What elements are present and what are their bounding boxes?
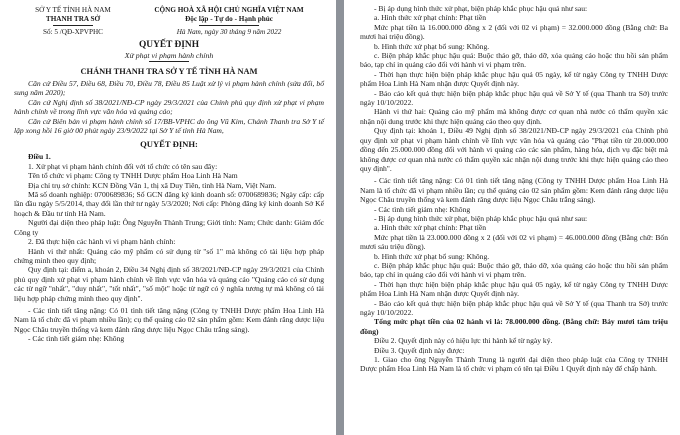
national-motto [134,6,324,37]
authority-parent: SỞ Y TẾ TỈNH HÀ NAM [35,6,111,14]
paragraph: Người đại diện theo pháp luật: Ông Nguyễn Thành Trung; Giới tính: Nam; Chức danh: Giám đốc Công ty [14,218,324,237]
paragraph: 2. Đã thực hiện các hành vi vi phạm hành chính: [28,237,176,247]
motto: Độc lập - Tự do - Hạnh phúc [185,15,273,23]
paragraph: - Các tình tiết tăng nặng: Có 01 tình tiết tăng nặng (Công ty TNHH Dược phẩm Hoa Linh Hà Nam là tổ chức đã vi phạm nhiều lần); cụ thể quảng cáo 02 sản phẩm gồm: Kem đánh răng dược liệu Ngọc Châu truyền thống và kem đánh răng dược liệu Ngọc Châu trắng sáng). [14,305,324,334]
paragraph: 1. Xử phạt vi phạm hành chính đối với tổ chức có tên sau đây: [28,161,218,171]
legal-basis: Căn cứ Điều 57, Điều 68, Điều 70, Điều 78, Điều 85 Luật xử lý vi phạm hành chính (sửa đổi, bổ sung năm 2020); [14,79,324,98]
paragraph: Mã số doanh nghiệp: 0700689836; Số GCN đăng ký kinh doanh số: 0700689836; Ngày cấp: cấp lần đầu ngày 5/5/2014, thay đổi lần thứ tư ngày 5/3/2020; Nơi cấp: Phòng đăng ký kinh doanh Sở Kế hoạch & Đầu tư tỉnh Hà Nam. [14,190,324,218]
paragraph: - Báo cáo kết quả thực hiện biện pháp khắc phục hậu quả về Sở Y tế (qua Thanh tra Sở) trước ngày 10/10/2022. [360,298,668,317]
country-name: CỘNG HOÀ XÃ HỘI CHỦ NGHĨA VIỆT NAM [154,6,304,14]
paragraph: - Các tình tiết giảm nhẹ: Không [374,204,471,214]
legal-basis: Căn cứ Biên bản vi phạm hành chính số 17/BB-VPHC do ông Vũ Kim, Chánh Thanh tra Sở Y tế lập xong hồi 16 giờ 00 phút ngày 23/9/2022 tại Sở Y tế tỉnh Hà Nam, [14,116,324,136]
paragraph: - Bị áp dụng hình thức xử phạt, biện pháp khắc phục hậu quả như sau: [374,4,588,13]
place-date: Hà Nam, ngày 30 tháng 9 năm 2022 [176,28,282,36]
article-2: Điều 2. Quyết định này có hiệu lực thi hành kể từ ngày ký. [374,336,553,346]
paragraph: - Các tình tiết giảm nhẹ: Không [28,334,125,344]
paragraph: Địa chỉ trụ sở chính: KCN Đồng Văn 1, thị xã Duy Tiên, tỉnh Hà Nam, Việt Nam. [28,180,277,190]
article-1-heading: Điều 1. [28,152,51,162]
paragraph: - Bị áp dụng hình thức xử phạt, biện pháp khắc phục hậu quả như sau: [374,213,588,223]
motto-divider [199,25,259,26]
document-page-right [344,0,680,435]
paragraph: c. Biện pháp khắc phục hậu quả: Buộc tháo gỡ, tháo dỡ, xóa quảng cáo hoặc thu hồi sản phẩm báo, tạp chí in quảng cáo đối với hành vi vi phạm trên. [360,260,668,280]
document-number: Số: 5 /QĐ-XPVPHC [43,28,103,36]
paragraph: b. Hình thức xử phạt bổ sung: Không. [374,251,490,261]
paragraph: Quy định tại: khoản 1, Điều 49 Nghị định số 38/2021/NĐ-CP ngày 29/3/2021 của Chính phủ quy định xử phạt vi phạm hành chính về lĩnh vực văn hóa và quảng cáo "Phạt tiền từ 20.000.000 đồng đến 25.000.000 đồng đối với hành vi quảng cáo các sản phẩm, hàng hóa, dịch vụ đặc biệt mà không được cơ quan nhà nước có thẩm quyền xác nhận nội dung trước khi thực hiện quảng cáo theo quy định". [360,126,668,173]
paragraph: - Thời hạn thực hiện biện pháp khắc phục hậu quả 05 ngày, kể từ ngày Công ty TNHH Dược phẩm Hoa Linh Hà Nam nhận được Quyết định này. [360,69,668,89]
paragraph: 1. Giao cho ông Nguyễn Thành Trung là người đại diện theo pháp luật của Công ty TNHH Dược phẩm Hoa Linh Hà Nam là tổ chức vi phạm có tên tại Điều 1 Quyết định này để chấp hành. [360,355,668,374]
paragraph: - Thời hạn thực hiện biện pháp khắc phục hậu quả 05 ngày, kể từ ngày Công ty TNHH Dược phẩm Hoa Linh Hà Nam nhận được Quyết định này. [360,279,668,299]
paragraph: Mức phạt tiền là 23.000.000 đồng x 2 (đối với 02 vi phạm) = 46.000.000 đồng (Bằng chữ: Bốn mươi sáu triệu đồng). [360,232,668,252]
paragraph: c. Biện pháp khắc phục hậu quả: Buộc tháo gỡ, tháo dỡ, xóa quảng cáo hoặc thu hồi sản phẩm báo, tạp chí in quảng cáo đối với hành vi vi phạm trên. [360,51,668,70]
decision-authority: CHÁNH THANH TRA SỞ Y TẾ TỈNH HÀ NAM [80,67,258,76]
document-page-left [0,0,336,435]
paragraph: a. Hình thức xử phạt chính: Phạt tiền [374,223,486,233]
document-subtitle: Xử phạt vi phạm hành chính [124,51,214,60]
paragraph: - Báo cáo kết quả thực hiện biện pháp khắc phục hậu quả về Sở Y tế (qua Thanh tra Sở) trước ngày 10/10/2022. [360,88,668,108]
article-3: Điều 3. Quyết định này được: [374,345,465,355]
document-header [14,6,324,37]
title-divider [149,61,189,62]
decision-heading: QUYẾT ĐỊNH: [140,139,198,150]
paragraph: Tên tổ chức vi phạm: Công ty TNHH Dược phẩm Hoa Linh Hà Nam [28,171,238,181]
paragraph: Hành vi thứ hai: Quảng cáo mỹ phẩm mà không được cơ quan nhà nước có thẩm quyền xác nhận nội dung trước khi thực hiện quảng cáo theo quy định. [360,107,668,126]
paragraph: b. Hình thức xử phạt bổ sung: Không. [374,41,490,51]
legal-basis: Căn cứ Nghị định số 38/2021/NĐ-CP ngày 29/3/2021 của Chính phủ quy định xử phạt vi phạm hành chính về trong lĩnh vực văn hóa và quảng cáo; [14,97,324,117]
paragraph: Hành vi thứ nhất: Quảng cáo mỹ phẩm có sử dụng từ "số 1" mà không có tài liệu hợp pháp chứng minh theo quy định; [14,246,324,265]
authority-name: THANH TRA SỞ [45,15,101,23]
paragraph: Quy định tại: điểm a, khoản 2, Điều 34 Nghị định số 38/2021/NĐ-CP ngày 29/3/2021 của Chính phủ quy định xử phạt vi phạm hành chính về lĩnh vực văn hóa và quảng cáo "Quảng cáo có sử dụng các từ ngữ "nhất", "duy nhất", "tốt nhất", "số một" hoặc từ ngữ có ý nghĩa tương tự mà không có tài liệu hợp pháp chứng minh theo quy định". [14,265,324,303]
paragraph: Mức phạt tiền là 16.000.000 đồng x 2 (đối với 02 vi phạm) = 32.000.000 đồng (Bằng chữ: Ba mươi hai triệu đồng). [360,22,668,42]
paragraph: a. Hình thức xử phạt chính: Phạt tiền [374,13,486,23]
total-fine: Tổng mức phạt tiền của 02 hành vi là: 78.000.000 đồng. (Bằng chữ: Bảy mươi tám triệu đồng) [360,317,668,336]
paragraph: - Các tình tiết tăng nặng: Có 01 tình tiết tăng nặng (Công ty TNHH Dược phẩm Hoa Linh Hà Nam là tổ chức đã vi phạm nhiều lần; cụ thể quảng cáo 02 sản phẩm gồm: Kem đánh răng dược liệu Ngọc Châu truyền thống và kem đánh răng dược liệu Ngọc Châu trắng sáng). [360,176,668,205]
header-divider [53,25,93,26]
issuing-authority [14,6,132,37]
document-title: QUYẾT ĐỊNH [139,40,199,50]
